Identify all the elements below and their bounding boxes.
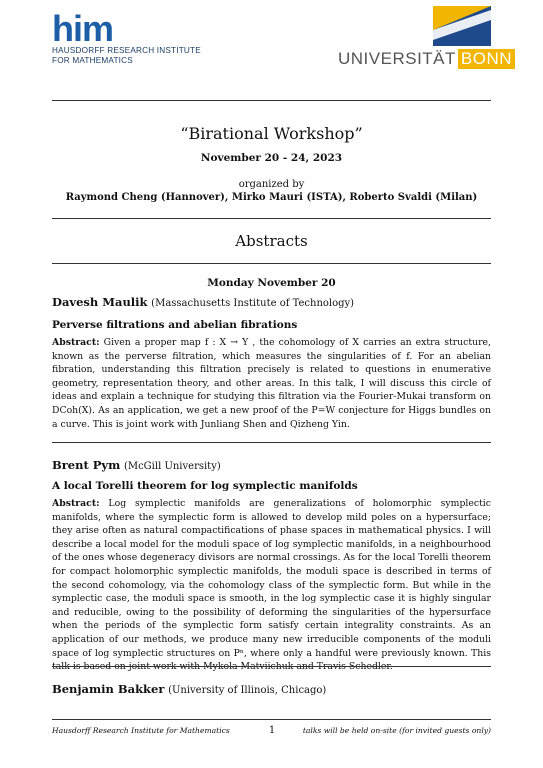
bonn-wordmark-box: BONN bbox=[458, 49, 515, 69]
section-divider-bottom bbox=[52, 263, 491, 264]
him-logo-line1: HAUSDORFF RESEARCH INSTITUTE bbox=[52, 46, 201, 55]
bonn-wordmark-text: UNIVERSITÄT bbox=[338, 49, 456, 68]
workshop-dates: November 20 - 24, 2023 bbox=[200, 152, 343, 164]
talk-1-abstract-text: Given a proper map f : X → Y , the cohomology of X carries an extra structure, known as the perverse filtration, which measures the singularities of f. For an abelian fibration, understanding this filtration precisely is related to questions in enumerative geometry, representation theory, and other areas. In this talk, I will discuss this circle of ideas and explain a technique for studying this filtration via the Fourier-Mukai transform on DCoh(X). As an application, we get a new proof of the P=W conjecture for Higgs bundles on a curve. This is joint work with Junliang Shen and Qizheng Yin. bbox=[52, 337, 491, 430]
talk-2-abstract-label: Abstract: bbox=[52, 498, 100, 509]
bonn-logo-graphic bbox=[338, 6, 493, 48]
talk-1-speaker-line bbox=[52, 295, 354, 309]
section-divider-top bbox=[52, 218, 491, 219]
talk-2-affiliation: (McGill University) bbox=[123, 461, 221, 472]
talk-2-abstract-text: Log symplectic manifolds are generalizations of holomorphic symplectic manifolds, where the symplectic form is allowed to develop mild poles on a hypersurface; they arise often as natural compactifications of phase spaces in mathematical physics. I will describe a local model for the moduli space of log symplectic manifolds, in a neighbourhood of the ones whose degeneracy divisors are normal crossings. As for the local Torelli theorem for compact holomorphic symplectic manifolds, the moduli space is described in terms of the second cohomology, via the cohomology class of the symplectic form. But while in the symplectic case, the moduli space is smooth, in the log symplectic case it is highly singular and reducible, owing to the possibility of deforming the singularities of the hypersurface when the periods of the symplectic form satisfy certain integrality constraints. As an application of our methods, we produce many new irreducible components of the moduli space of log symplectic structures on Pⁿ, where only a handful were previously known. This talk is based on joint work with Mykola Matviichuk and Travis Schedler. bbox=[52, 498, 491, 673]
footer-divider bbox=[52, 719, 491, 720]
university-bonn-logo bbox=[338, 6, 513, 68]
workshop-title: “Birational Workshop” bbox=[180, 124, 363, 143]
footer-note: talks will be held on-site (for invited guests only) bbox=[302, 726, 491, 735]
talk-1-abstract-label: Abstract: bbox=[52, 337, 100, 348]
talk-2-title: A local Torelli theorem for log symplectic manifolds bbox=[52, 480, 358, 492]
organizers: Raymond Cheng (Hannover), Mirko Mauri (ISTA), Roberto Svaldi (Milan) bbox=[65, 192, 478, 203]
talk-1-abstract bbox=[52, 336, 491, 431]
talk-2-speaker-line bbox=[52, 458, 221, 472]
footer-institute: Hausdorff Research Institute for Mathematics bbox=[52, 726, 230, 735]
talk-1-speaker: Davesh Maulik bbox=[52, 295, 148, 309]
header-divider bbox=[52, 100, 491, 101]
him-logo bbox=[52, 8, 201, 66]
talk-1-title: Perverse filtrations and abelian fibrations bbox=[52, 319, 298, 331]
talk-1-affiliation: (Massachusetts Institute of Technology) bbox=[151, 298, 355, 309]
him-logo-line2: FOR MATHEMATICS bbox=[52, 56, 133, 65]
him-logo-mark: him bbox=[52, 8, 114, 49]
talk-3-speaker: Benjamin Bakker bbox=[52, 682, 165, 696]
talk-2-abstract bbox=[52, 497, 491, 674]
talk-3-speaker-line bbox=[52, 682, 326, 696]
talk-2-speaker: Brent Pym bbox=[52, 458, 121, 472]
talk-3-affiliation: (University of Illinois, Chicago) bbox=[168, 685, 327, 696]
organized-by-label: organized by bbox=[238, 179, 305, 190]
bonn-wordmark bbox=[338, 49, 515, 69]
talk-divider-1 bbox=[52, 442, 491, 443]
page-number: 1 bbox=[268, 725, 276, 736]
talk-divider-2 bbox=[52, 666, 491, 667]
day-heading: Monday November 20 bbox=[207, 277, 336, 289]
abstracts-heading: Abstracts bbox=[235, 232, 308, 250]
